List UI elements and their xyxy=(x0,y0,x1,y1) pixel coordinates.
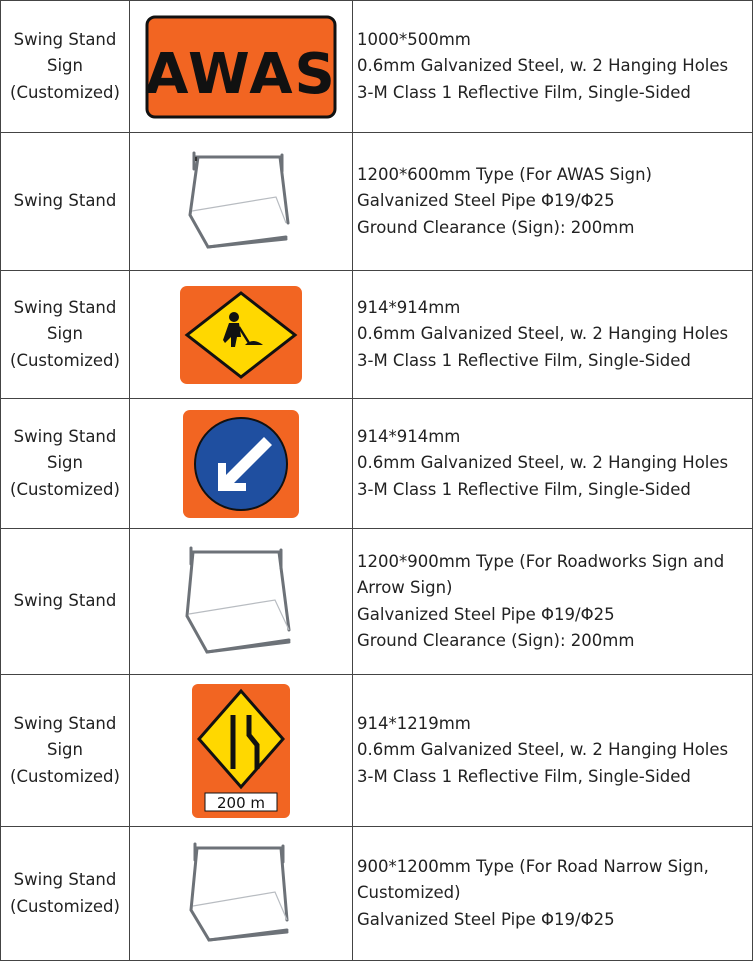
table-row xyxy=(1,399,753,529)
product-image-cell xyxy=(130,133,353,271)
desc-line: Ground Clearance (Sign): 200mm xyxy=(357,217,635,237)
table-row xyxy=(1,827,753,961)
awas-sign-image xyxy=(145,15,337,119)
desc-line: 0.6mm Galvanized Steel, w. 2 Hanging Holes xyxy=(357,324,729,344)
product-name-cell xyxy=(1,675,130,827)
product-desc-cell xyxy=(353,271,753,399)
desc-line: 3-M Class 1 Reflective Film, Single-Sided xyxy=(357,82,691,102)
product-name-cell xyxy=(1,133,130,271)
product-desc-cell xyxy=(353,1,753,133)
roadworks-sign-image xyxy=(179,285,303,385)
desc-line: 914*1219mm xyxy=(357,713,471,733)
desc-line: 1200*900mm Type (For Roadworks Sign and Arrow Sign) xyxy=(357,551,725,597)
desc-line: 900*1200mm Type (For Road Narrow Sign, Customized) xyxy=(357,856,709,903)
desc-line: 3-M Class 1 Reflective Film, Single-Sided xyxy=(357,350,691,370)
product-name-cell xyxy=(1,529,130,675)
product-image-cell xyxy=(130,675,353,827)
product-name-line: Sign xyxy=(47,740,83,760)
product-desc-cell xyxy=(353,675,753,827)
product-name-line: (Customized) xyxy=(10,896,120,916)
product-name-line: Swing Stand xyxy=(13,591,117,611)
desc-line: 914*914mm xyxy=(357,297,461,317)
product-image-cell xyxy=(130,271,353,399)
table-row xyxy=(1,1,753,133)
product-name-line: Sign xyxy=(47,56,83,76)
desc-line: 0.6mm Galvanized Steel, w. 2 Hanging Holes xyxy=(357,740,729,760)
desc-line: Galvanized Steel Pipe Φ19/Φ25 xyxy=(357,604,615,624)
road-narrow-sign-image xyxy=(191,683,291,819)
table-row xyxy=(1,529,753,675)
product-image-cell xyxy=(130,1,353,133)
product-desc-cell xyxy=(353,133,753,271)
product-name-line: (Customized) xyxy=(10,350,120,370)
desc-line: 0.6mm Galvanized Steel, w. 2 Hanging Holes xyxy=(357,453,729,473)
product-name-line: Swing Stand xyxy=(13,713,117,733)
desc-line: 3-M Class 1 Reflective Film, Single-Sided xyxy=(357,766,691,786)
product-name-cell xyxy=(1,827,130,961)
desc-line: 914*914mm xyxy=(357,426,461,446)
product-image-cell xyxy=(130,529,353,675)
product-name-line: Swing Stand xyxy=(13,297,117,317)
product-name-line: Swing Stand xyxy=(13,191,117,211)
keep-left-arrow-sign-image xyxy=(182,409,300,519)
product-name-cell xyxy=(1,1,130,133)
swing-stand-frame-image xyxy=(189,840,293,948)
desc-line: 1200*600mm Type (For AWAS Sign) xyxy=(357,164,652,184)
table-row xyxy=(1,675,753,827)
distance-plate-text: 200 m xyxy=(216,793,266,812)
product-name-line: (Customized) xyxy=(10,766,120,786)
product-name-line: Swing Stand xyxy=(13,870,117,889)
table-row xyxy=(1,271,753,399)
swing-stand-frame-image xyxy=(185,544,297,660)
product-name-line: Swing Stand xyxy=(13,29,117,49)
product-name-line: Swing Stand xyxy=(13,426,117,446)
product-name-line: (Customized) xyxy=(10,82,120,102)
product-name-line: Sign xyxy=(47,324,83,344)
product-desc-cell xyxy=(353,529,753,675)
desc-line: 0.6mm Galvanized Steel, w. 2 Hanging Holes xyxy=(357,56,729,76)
awas-sign-text: AWAS xyxy=(145,41,337,107)
product-image-cell xyxy=(130,399,353,529)
desc-line: Ground Clearance (Sign): 200mm xyxy=(357,631,635,650)
desc-line: Galvanized Steel Pipe Φ19/Φ25 xyxy=(357,909,615,929)
product-desc-cell xyxy=(353,827,753,961)
product-name-cell xyxy=(1,271,130,399)
desc-line: 1000*500mm xyxy=(357,29,471,49)
swing-stand-frame-image xyxy=(186,147,296,257)
desc-line: 3-M Class 1 Reflective Film, Single-Sided xyxy=(357,479,691,499)
desc-line: Galvanized Steel Pipe Φ19/Φ25 xyxy=(357,191,615,211)
table-row xyxy=(1,133,753,271)
product-name-line: (Customized) xyxy=(10,479,120,499)
product-image-cell xyxy=(130,827,353,961)
product-name-cell xyxy=(1,399,130,529)
product-name-line: Sign xyxy=(47,453,83,473)
product-desc-cell xyxy=(353,399,753,529)
